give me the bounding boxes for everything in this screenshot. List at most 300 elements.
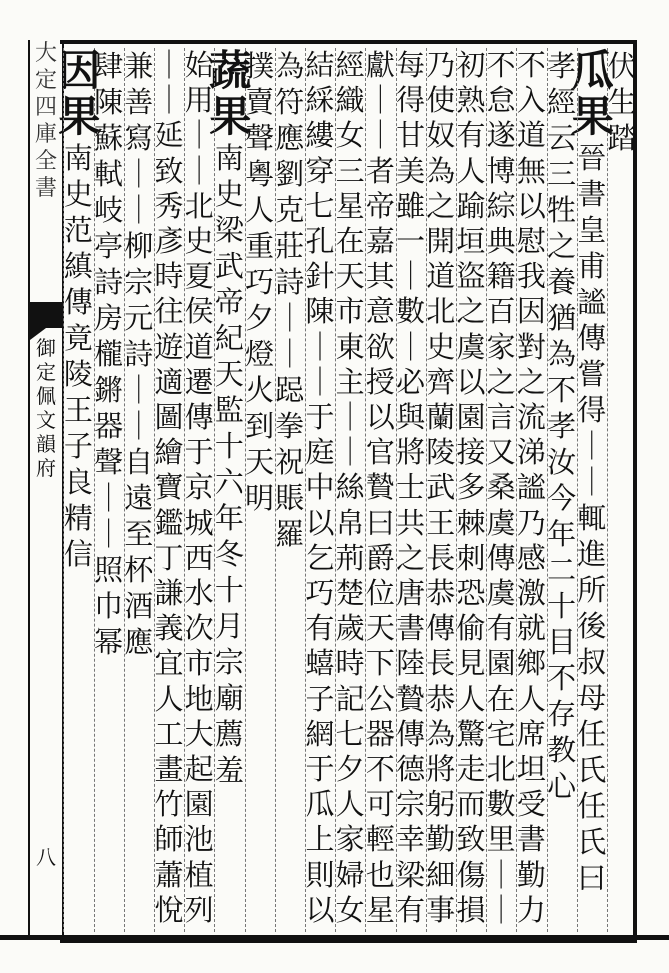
glyph: 致 [154, 153, 184, 188]
heading-glyph: 因 [58, 46, 101, 95]
glyph: 酒 [124, 589, 154, 623]
glyph: 就 [516, 611, 546, 646]
glyph: 絲 [335, 470, 365, 505]
glyph: 孝 [547, 49, 577, 83]
glyph: 冬 [214, 537, 244, 571]
glyph: 十 [214, 429, 244, 463]
glyph: 善 [124, 85, 154, 119]
glyph: 博 [486, 153, 516, 188]
glyph: 天 [335, 259, 365, 294]
glyph: 刺 [456, 540, 486, 575]
glyph: 百 [486, 294, 516, 329]
glyph: ｜ [154, 48, 184, 82]
glyph: ｜ [365, 83, 395, 118]
glyph: 棘 [456, 505, 486, 540]
glyph: 史 [63, 177, 93, 211]
glyph: 以 [516, 188, 546, 223]
glyph: 虞 [486, 576, 516, 611]
spine-title-glyph: 定 [36, 360, 56, 384]
glyph: 乃 [426, 48, 456, 82]
glyph: 見 [456, 646, 486, 681]
glyph: ｜ [365, 118, 395, 153]
glyph: 子 [63, 429, 93, 463]
glyph: 桑 [486, 470, 516, 505]
glyph: 云 [547, 121, 577, 155]
heading-glyph: 瓜 [571, 46, 614, 95]
glyph: 主 [335, 364, 365, 399]
glyph: 歲 [335, 611, 365, 646]
glyph: 入 [516, 83, 546, 118]
glyph: ｜ [486, 892, 516, 927]
glyph: 燈 [245, 337, 275, 371]
glyph: 詩 [124, 337, 154, 371]
glyph: 將 [396, 435, 426, 470]
glyph: 得 [396, 83, 426, 118]
glyph: 道 [426, 259, 456, 294]
glyph: 無 [516, 153, 546, 188]
glyph: 官 [365, 435, 395, 470]
glyph: 器 [365, 716, 395, 751]
glyph: 甫 [577, 249, 607, 283]
glyph: 結 [305, 48, 335, 82]
spine-glyph: 庫 [34, 122, 57, 147]
glyph: ｜ [577, 429, 607, 463]
glyph: 遂 [486, 118, 516, 153]
glyph: 里 [486, 822, 516, 857]
spine-book-title [30, 336, 62, 480]
glyph: 六 [214, 465, 244, 499]
glyph: 監 [214, 393, 244, 427]
spine-glyph: 四 [34, 95, 57, 120]
glyph: 往 [154, 294, 184, 329]
glyph: 武 [426, 470, 456, 505]
glyph: 遷 [184, 364, 214, 399]
glyph: 詩 [275, 265, 305, 299]
glyph: 市 [184, 646, 214, 681]
glyph: 勤 [516, 857, 546, 892]
glyph: 虞 [456, 329, 486, 364]
glyph: 母 [577, 681, 607, 715]
glyph: 克 [275, 193, 305, 227]
glyph: 齊 [426, 364, 456, 399]
glyph: 拳 [275, 409, 305, 443]
glyph: 因 [516, 294, 546, 329]
glyph: 祝 [275, 445, 305, 479]
spine-glyph: 大 [34, 41, 57, 66]
glyph: 照 [94, 553, 124, 587]
glyph: 杯 [124, 553, 154, 587]
glyph: 信 [63, 537, 93, 571]
glyph: 曰 [365, 505, 395, 540]
glyph: 記 [335, 681, 365, 716]
glyph: 不 [486, 48, 516, 82]
glyph: 傳 [577, 321, 607, 355]
glyph: 聲 [94, 445, 124, 479]
glyph: 始 [184, 48, 214, 82]
glyph: 竟 [63, 321, 93, 355]
glyph: 進 [577, 537, 607, 571]
glyph: ｜ [94, 517, 124, 551]
glyph: 可 [365, 787, 395, 822]
heading-glyph: 果 [58, 92, 101, 141]
heading-glyph: 蔬 [209, 46, 252, 95]
glyph: 北 [486, 752, 516, 787]
glyph: 曰 [577, 861, 607, 895]
glyph: 甘 [396, 118, 426, 153]
glyph: 人 [335, 787, 365, 822]
glyph: 詩 [94, 265, 124, 299]
glyph: 位 [365, 576, 395, 611]
glyph: 園 [456, 400, 486, 435]
glyph: 劉 [275, 157, 305, 191]
glyph: 城 [184, 505, 214, 540]
glyph: 有 [456, 118, 486, 153]
spine-title-glyph: 文 [36, 408, 56, 432]
glyph: 莊 [275, 229, 305, 263]
glyph: 盜 [456, 259, 486, 294]
glyph: 庭 [305, 435, 335, 470]
glyph: 柳 [124, 229, 154, 263]
glyph: 婦 [335, 857, 365, 892]
glyph: 傳 [396, 716, 426, 751]
glyph: 王 [426, 505, 456, 540]
glyph: 獻 [365, 48, 395, 82]
glyph: 有 [305, 611, 335, 646]
glyph: 在 [486, 681, 516, 716]
glyph: ｜ [124, 157, 154, 191]
glyph: 一 [396, 224, 426, 259]
glyph: 工 [154, 716, 184, 751]
glyph: 女 [335, 892, 365, 927]
glyph: 氏 [577, 825, 607, 859]
column-divider [63, 48, 64, 932]
bottom-rule [0, 935, 669, 940]
glyph: ｜ [124, 409, 154, 443]
glyph: 起 [184, 752, 214, 787]
glyph: 市 [335, 294, 365, 329]
glyph: 兼 [124, 49, 154, 83]
glyph: 穿 [305, 153, 335, 188]
glyph: 輒 [577, 501, 607, 535]
glyph: 岐 [94, 193, 124, 227]
glyph: ｜ [305, 364, 335, 399]
glyph: 宗 [124, 265, 154, 299]
text-column [58, 46, 101, 928]
glyph: 流 [516, 400, 546, 435]
glyph: 又 [486, 435, 516, 470]
glyph: 綜 [486, 188, 516, 223]
glyph: 恐 [456, 576, 486, 611]
glyph: 彥 [154, 224, 184, 259]
glyph: 意 [365, 294, 395, 329]
glyph: 織 [335, 83, 365, 118]
glyph: 經 [547, 85, 577, 119]
glyph: 良 [63, 465, 93, 499]
glyph: 每 [396, 48, 426, 82]
glyph: 慰 [516, 224, 546, 259]
spine-glyph: 定 [34, 68, 57, 93]
glyph: 紀 [214, 321, 244, 355]
page-number: 八 [36, 845, 56, 869]
glyph: 鏘 [94, 373, 124, 407]
glyph: ｜ [486, 857, 516, 892]
glyph: 我 [516, 259, 546, 294]
glyph: 梁 [214, 213, 244, 247]
glyph: 時 [335, 646, 365, 681]
glyph: 傷 [456, 857, 486, 892]
glyph: ｜ [275, 337, 305, 371]
glyph: 肆 [94, 49, 124, 83]
glyph: 人 [456, 681, 486, 716]
glyph: 星 [365, 892, 395, 927]
glyph: 自 [124, 445, 154, 479]
glyph: 宗 [214, 645, 244, 679]
glyph: 以 [305, 505, 335, 540]
glyph: 唐 [396, 576, 426, 611]
glyph: 應 [275, 121, 305, 155]
glyph: 接 [456, 435, 486, 470]
glyph: 房 [94, 301, 124, 335]
glyph: 驚 [456, 716, 486, 751]
glyph: 為 [275, 49, 305, 83]
glyph: 書 [396, 611, 426, 646]
glyph: 南 [63, 141, 93, 175]
glyph: 巧 [305, 576, 335, 611]
glyph: 蘇 [94, 121, 124, 155]
glyph: 涕 [516, 435, 546, 470]
spine-title-glyph: 府 [36, 456, 56, 480]
glyph: 義 [154, 611, 184, 646]
glyph: 夕 [335, 752, 365, 787]
glyph: 于 [305, 752, 335, 787]
glyph: 陳 [94, 85, 124, 119]
glyph: 任 [577, 717, 607, 751]
glyph: 王 [63, 393, 93, 427]
glyph: 軾 [94, 157, 124, 191]
glyph: 竹 [154, 787, 184, 822]
glyph: 長 [426, 646, 456, 681]
glyph: 爵 [365, 540, 395, 575]
glyph: 力 [516, 892, 546, 927]
glyph: ｜ [396, 329, 426, 364]
glyph: 之 [547, 229, 577, 263]
glyph: 羅 [275, 517, 305, 551]
glyph: 受 [516, 787, 546, 822]
glyph: 乃 [516, 505, 546, 540]
glyph: 也 [365, 857, 395, 892]
glyph: 荊 [335, 540, 365, 575]
glyph: 蘭 [426, 400, 456, 435]
glyph: 垣 [456, 224, 486, 259]
glyph: 而 [456, 787, 486, 822]
glyph: 教 [547, 733, 577, 767]
glyph: 夕 [245, 301, 275, 335]
glyph: 陵 [63, 357, 93, 391]
glyph: 踰 [456, 188, 486, 223]
glyph: 損 [456, 892, 486, 927]
glyph: 圖 [154, 400, 184, 435]
glyph: 為 [547, 337, 577, 371]
glyph: 瓜 [305, 787, 335, 822]
glyph: 贄 [396, 681, 426, 716]
glyph: 大 [184, 716, 214, 751]
glyph: 公 [365, 681, 395, 716]
glyph: 典 [486, 224, 516, 259]
glyph: 汝 [547, 445, 577, 479]
glyph: ｜ [124, 193, 154, 227]
glyph: 宗 [396, 787, 426, 822]
glyph: 粵 [245, 157, 275, 191]
glyph: 激 [516, 576, 546, 611]
glyph: 席 [516, 716, 546, 751]
glyph: 輕 [365, 822, 395, 857]
glyph: 以 [305, 892, 335, 927]
glyph: ｜ [184, 118, 214, 153]
glyph: 人 [154, 681, 184, 716]
glyph: 乞 [305, 540, 335, 575]
glyph: 年 [214, 501, 244, 535]
glyph: 跽 [275, 373, 305, 407]
glyph: 園 [486, 646, 516, 681]
glyph: 三 [335, 153, 365, 188]
glyph: ｜ [184, 153, 214, 188]
glyph: 宅 [486, 716, 516, 751]
glyph: 賬 [275, 481, 305, 515]
glyph: 雖 [396, 188, 426, 223]
glyph: 巧 [245, 265, 275, 299]
glyph: 之 [456, 294, 486, 329]
glyph: 七 [305, 188, 335, 223]
glyph: 士 [396, 470, 426, 505]
glyph: 對 [516, 329, 546, 364]
glyph: ｜ [305, 329, 335, 364]
glyph: 晉 [577, 141, 607, 175]
spine-title-glyph: 佩 [36, 384, 56, 408]
glyph: 人 [456, 153, 486, 188]
glyph: 伏 [607, 49, 637, 83]
glyph: 丁 [154, 540, 184, 575]
glyph: 書 [516, 822, 546, 857]
glyph: 之 [426, 188, 456, 223]
glyph: 不 [516, 48, 546, 82]
fish-tail-mark [30, 302, 62, 328]
glyph: 園 [184, 787, 214, 822]
glyph: 適 [154, 364, 184, 399]
glyph: 三 [547, 157, 577, 191]
glyph: 陵 [426, 435, 456, 470]
glyph: 得 [577, 393, 607, 427]
glyph: 躬 [426, 787, 456, 822]
glyph: 細 [426, 857, 456, 892]
glyph: 史 [214, 177, 244, 211]
glyph: 廟 [214, 681, 244, 715]
glyph: 走 [456, 752, 486, 787]
glyph: 恭 [426, 681, 456, 716]
glyph: 謐 [516, 470, 546, 505]
glyph: 北 [184, 188, 214, 223]
glyph: 遠 [124, 481, 154, 515]
glyph: 楚 [335, 576, 365, 611]
glyph: 應 [124, 625, 154, 659]
glyph: 皇 [577, 213, 607, 247]
spine-title-glyph: 韻 [36, 432, 56, 456]
glyph: 次 [184, 611, 214, 646]
glyph: 坦 [516, 752, 546, 787]
glyph: 史 [184, 224, 214, 259]
heading-glyph: 果 [571, 92, 614, 141]
glyph: 之 [396, 540, 426, 575]
glyph: 符 [275, 85, 305, 119]
glyph: 星 [335, 188, 365, 223]
glyph: ｜ [94, 481, 124, 515]
glyph: 年 [547, 517, 577, 551]
glyph: 器 [94, 409, 124, 443]
glyph: 心 [547, 769, 577, 803]
glyph: 之 [516, 364, 546, 399]
spine-collection-title [30, 40, 62, 300]
glyph: 遊 [154, 329, 184, 364]
glyph: 書 [577, 177, 607, 211]
glyph: 秀 [154, 188, 184, 223]
glyph: 不 [547, 661, 577, 695]
glyph: 幂 [94, 625, 124, 659]
glyph: 上 [305, 822, 335, 857]
glyph: 北 [426, 294, 456, 329]
glyph: 生 [607, 85, 637, 119]
glyph: ｜ [396, 259, 426, 294]
glyph: 數 [486, 787, 516, 822]
glyph: 精 [63, 501, 93, 535]
glyph: 踏 [607, 121, 637, 155]
glyph: 有 [396, 892, 426, 927]
glyph: 針 [305, 259, 335, 294]
glyph: 人 [245, 193, 275, 227]
glyph: 德 [396, 752, 426, 787]
glyph: 子 [305, 681, 335, 716]
glyph: 夏 [184, 259, 214, 294]
glyph: 長 [426, 540, 456, 575]
glyph: 天 [365, 611, 395, 646]
glyph: 侯 [184, 294, 214, 329]
glyph: 東 [335, 329, 365, 364]
glyph: 亭 [94, 229, 124, 263]
glyph: 元 [124, 301, 154, 335]
glyph: 時 [154, 259, 184, 294]
glyph: 帝 [214, 285, 244, 319]
glyph: 延 [154, 118, 184, 153]
glyph: 悅 [154, 892, 184, 927]
glyph: 薦 [214, 717, 244, 751]
glyph: 籍 [486, 259, 516, 294]
glyph: ｜ [154, 83, 184, 118]
glyph: 多 [456, 470, 486, 505]
glyph: 恭 [426, 576, 456, 611]
glyph: 言 [486, 400, 516, 435]
glyph: 為 [426, 716, 456, 751]
glyph: 孝 [547, 409, 577, 443]
glyph: 植 [184, 857, 214, 892]
glyph: 謐 [577, 285, 607, 319]
glyph: 帝 [365, 188, 395, 223]
glyph: 謙 [154, 576, 184, 611]
glyph: 陳 [305, 294, 335, 329]
glyph: 不 [365, 752, 395, 787]
glyph: 養 [547, 265, 577, 299]
glyph: 人 [516, 681, 546, 716]
glyph: 縷 [305, 118, 335, 153]
glyph: 虞 [486, 505, 516, 540]
glyph: 南 [214, 141, 244, 175]
